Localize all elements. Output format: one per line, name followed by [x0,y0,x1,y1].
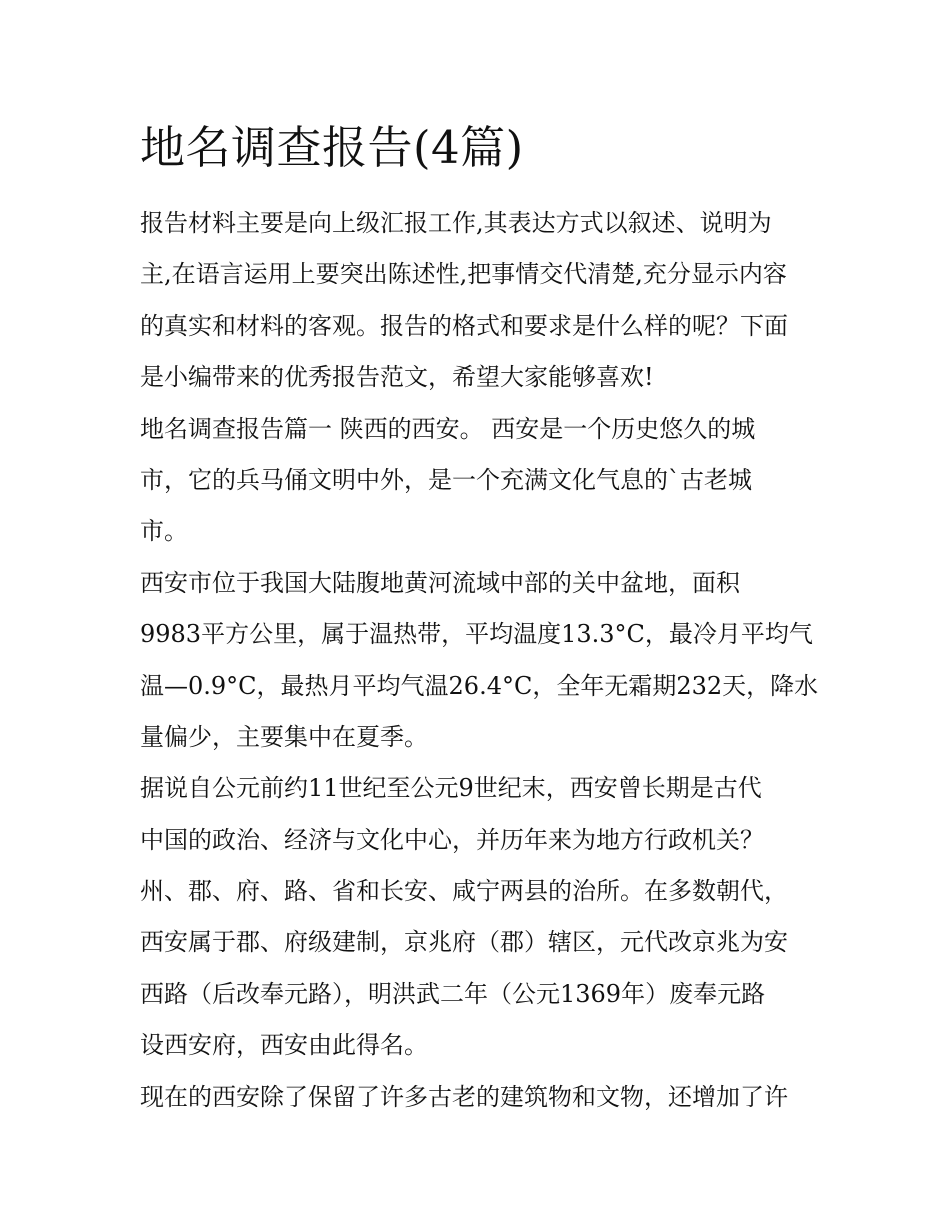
body-line: 的真实和材料的客观。报告的格式和要求是什么样的呢？下面 [140,311,788,340]
body-line: 现在的西安除了保留了许多古老的建筑物和文物，还增加了许 [140,1082,788,1111]
body-line: 9983平方公里，属于温热带，平均温度13.3°C，最冷月平均气 [140,620,813,649]
body-line: 州、郡、府、路、省和长安、咸宁两县的治所。在多数朝代， [140,877,788,906]
body-line: 设西安府，西安由此得名。 [140,1031,428,1060]
body-line: 量偏少，主要集中在夏季。 [140,722,428,751]
body-line: 报告材料主要是向上级汇报工作,其表达方式以叙述、说明为 [140,209,772,237]
body-line: 主,在语言运用上要突出陈述性,把事情交代清楚,充分显示内容 [140,260,787,289]
body-line: 市。 [140,517,188,546]
body-line: 西安市位于我国大陆腹地黄河流域中部的关中盆地，面积 [140,568,740,597]
body-line: 温—0.9°C，最热月平均气温26.4°C，全年无霜期232天，降水 [140,671,819,700]
body-line: 市，它的兵马俑文明中外，是一个充满文化气息的`古老城 [140,465,752,494]
body-line: 西安属于郡、府级建制，京兆府（郡）辖区，元代改京兆为安 [140,928,788,957]
body-line: 地名调查报告篇一 陕西的西安。 西安是一个历史悠久的城 [140,414,756,443]
document-body [140,198,820,1123]
body-line: 据说自公元前约11世纪至公元9世纪末，西安曾长期是古代 [140,774,762,803]
body-line: 是小编带来的优秀报告范文，希望大家能够喜欢! [140,363,654,392]
document-title: 地名调查报告(4篇) [140,121,524,174]
body-line: 西路（后改奉元路），明洪武二年（公元1369年）废奉元路 [140,979,766,1008]
body-line: 中国的政治、经济与文化中心，并历年来为地方行政机关？ [140,825,764,854]
